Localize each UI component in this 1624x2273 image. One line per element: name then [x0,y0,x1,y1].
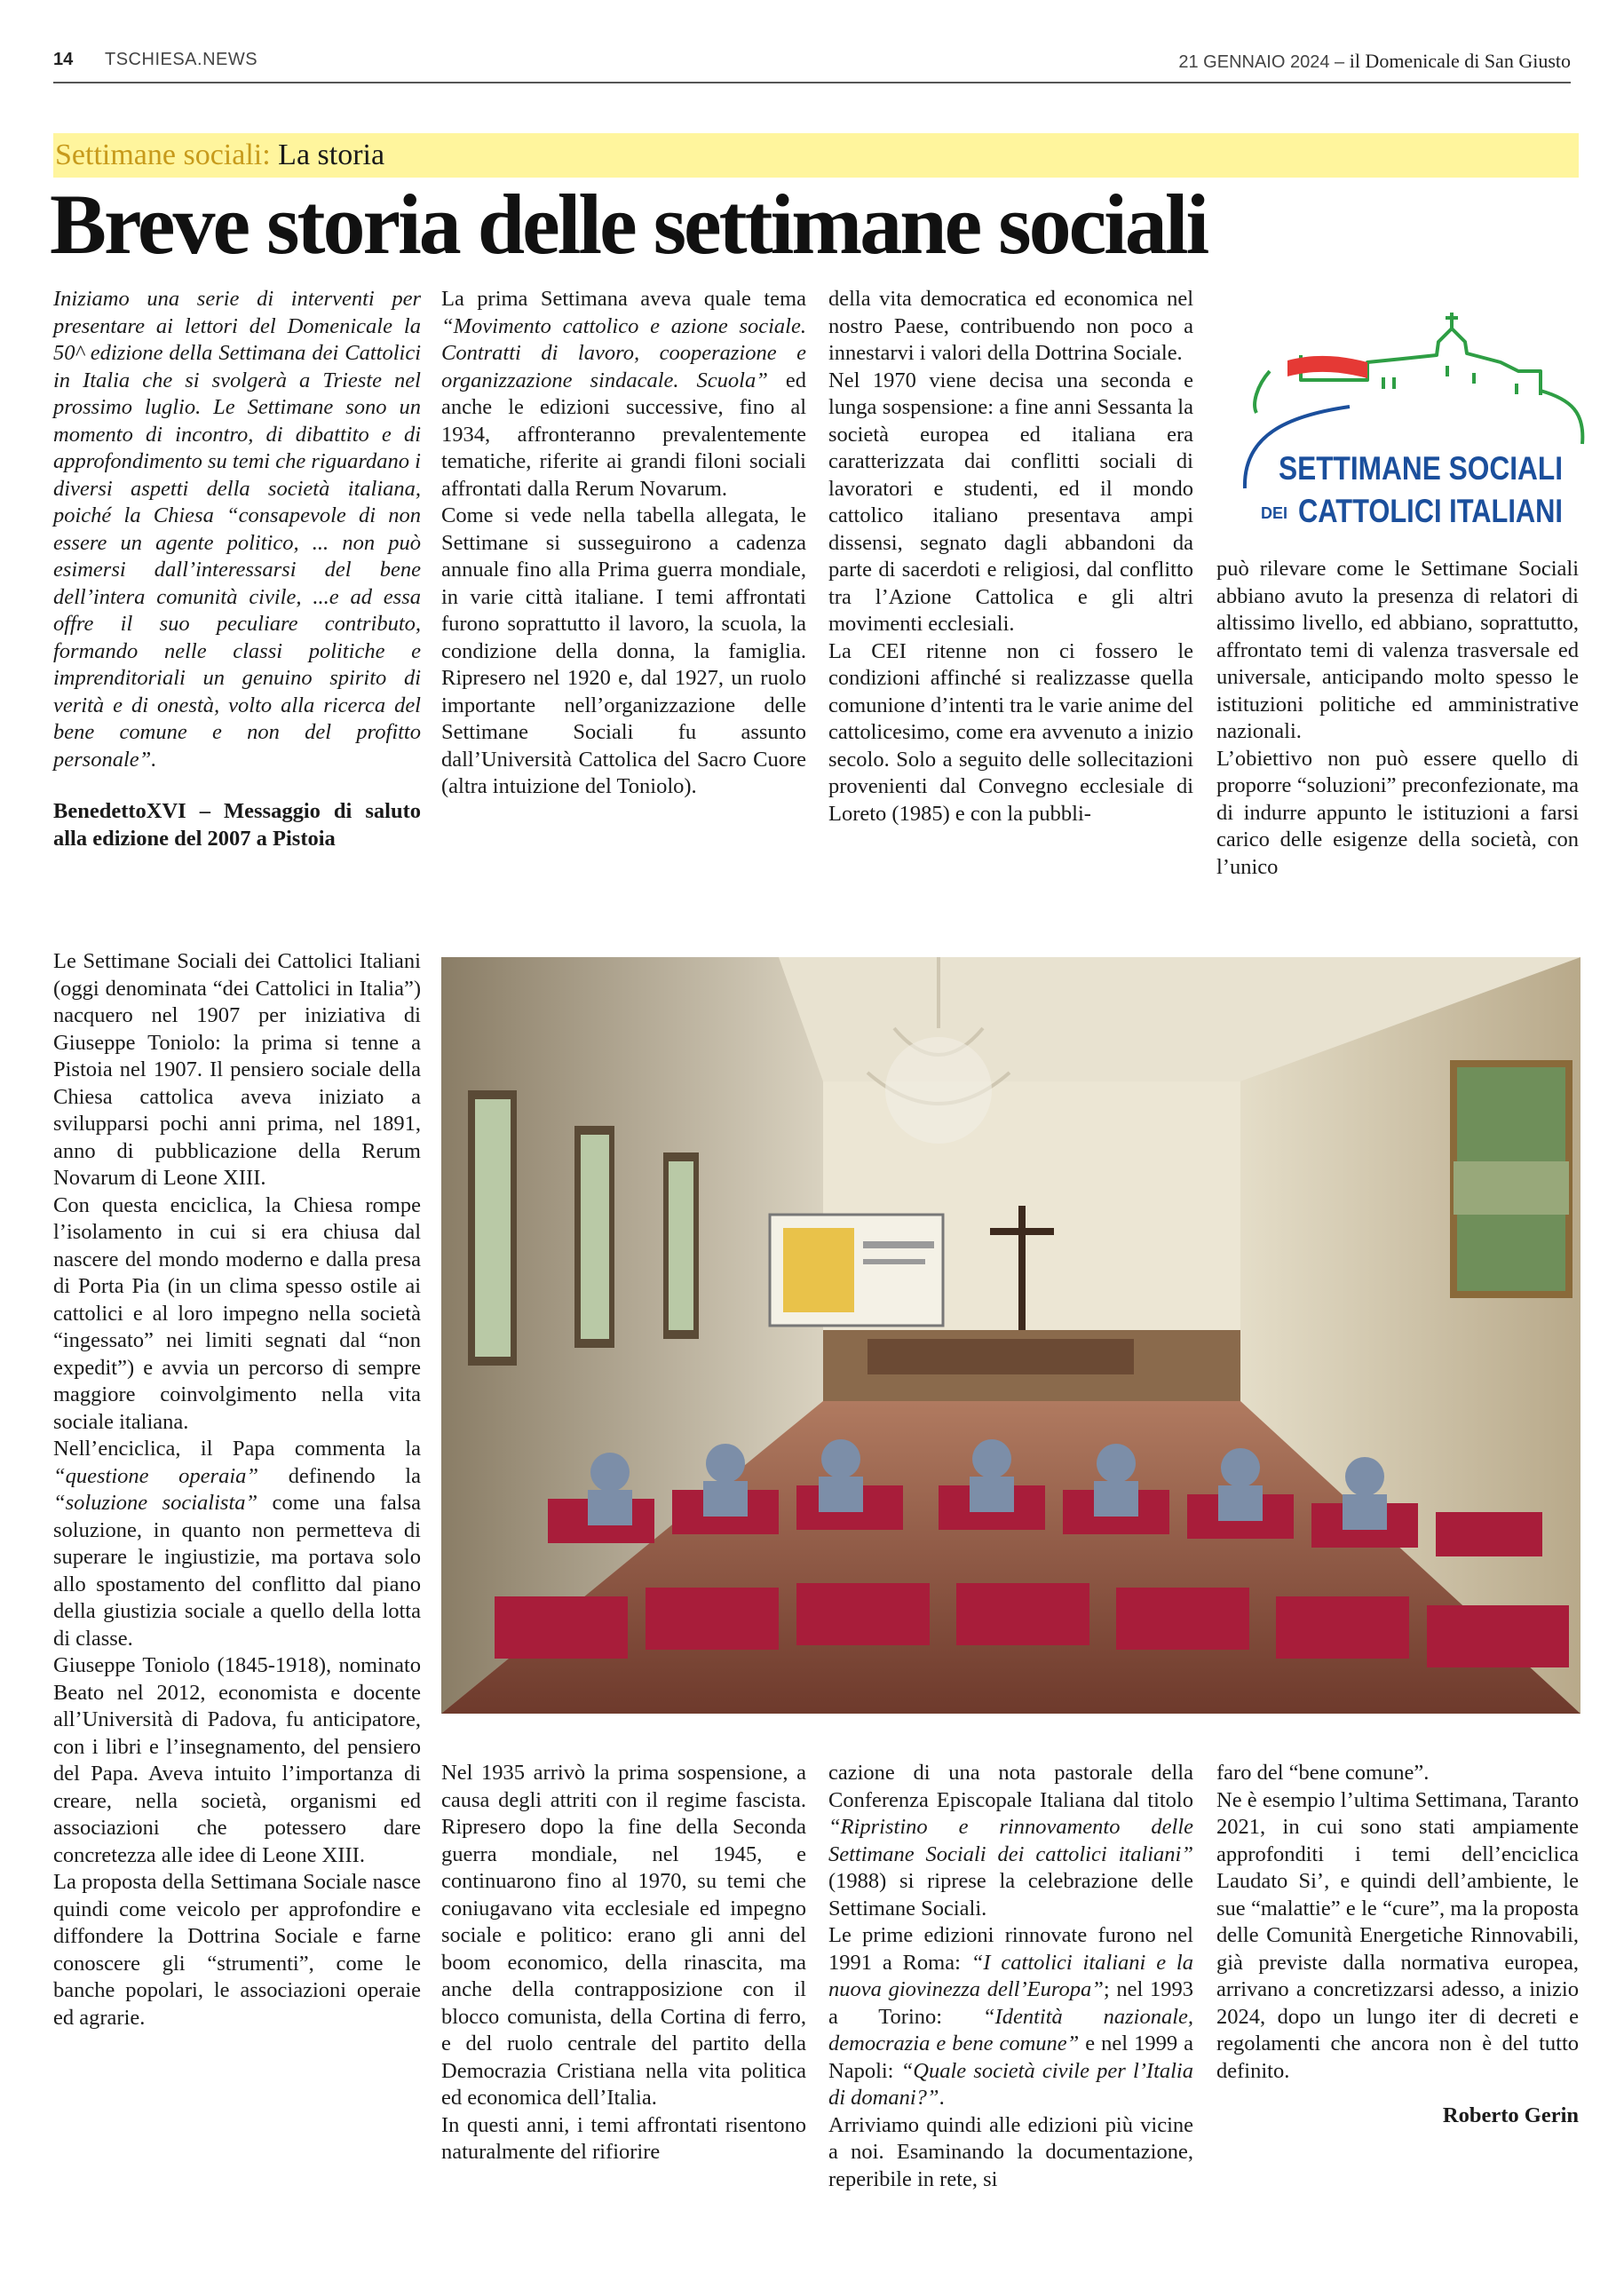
paragraph: L’obiettivo non può essere quello di proporre “soluzioni” preconfezionate, ma di indurre appunto le istituzioni a farsi carico delle esigenze della società, con l’unico [1216,746,1579,879]
text-run: cazione di una nota pastorale della Conferenza Episcopale Italiana dal titolo [828,1761,1193,1812]
column-3-top [828,286,1193,828]
logo-line-2-small: DEI [1261,504,1288,522]
logo-arc-left [1255,371,1270,413]
logo-line-1: SETTIMANE SOCIALI [1279,450,1563,487]
column-2-top [441,286,806,801]
conference-hall-photo [441,957,1580,1714]
logo-skyline [1301,313,1541,395]
intro-signature: BenedettoXVI – Messaggio di saluto alla edizione del 2007 a Pistoia [53,799,421,851]
issue-date-text: 21 GENNAIO 2024 – [1178,52,1350,72]
text-run: ed anche le edizioni successive, fino al 1934, affronteranno prevalentemente tematiche, riferite ai grandi filoni sociali affrontati dalla Rerum Novarum. [441,368,807,501]
text-run: La prima Settimana aveva quale tema [441,287,806,311]
paragraph: Nel 1970 viene decisa una seconda e lunga sospensione: a fine anni Sessanta la società europea ed italiana era caratterizzata dai conflitti sociali di lavoratori e studenti, ed il mondo cattolico italiano presentava ampi dissensi, segnato dagli abbandoni da parte di sacerdoti e religiosi, dal conflitto tra l’Azione Cattolica e gli altri movimenti ecclesiali. [828,368,1193,636]
column-2-bottom [441,1760,806,2166]
site-name: TSCHIESA.NEWS [105,50,258,69]
section-kicker [53,133,1579,178]
paragraph: Con questa enciclica, la Chiesa rompe l’isolamento in cui si era chiusa dal nascere del mondo moderno e dalla presa di Porta Pia (in un clima spesso ostile ai cattolici e al loro impegno nella società “ingessato” nei limiti segnati dal “non expedit”) e avvia un percorso di sempre maggiore coinvolgimento nella vita sociale italiana. [53,1192,421,1434]
column-3-bottom [828,1760,1193,2193]
text-run-italic: “I cattolici italiani e la nuova giovinezza dell’Europa” [828,1950,1193,2001]
paragraph: Le Settimane Sociali dei Cattolici Italiani (oggi denominata “dei Cattolici in Italia”) nacquero nel 1907 per iniziativa di Giuseppe Toniolo: la prima si tenne a Pistoia nel 1907. Il pensiero sociale della Chiesa cattolica aveva iniziato a svilupparsi pochi anni prima, nel 1891, anno di pubblicazione della Rerum Novarum di Leone XIII. [53,949,421,1190]
column-1-bottom [53,948,421,2031]
paragraph [828,1760,1193,1922]
settimane-sociali-logo [1234,302,1589,559]
kicker-topic: La storia [270,139,385,171]
paragraph [53,1436,421,1652]
paragraph [828,1922,1193,2112]
text-run: . [939,2086,945,2110]
text-run-italic: “Ripristino e rinnovamento delle Settimane Sociali dei cattolici italiani” [828,1815,1193,1866]
column-1-top [53,286,421,852]
page-number: 14 [53,50,74,69]
paper-name: il Domenicale di San Giusto [1349,50,1571,72]
paragraph: può rilevare come le Settimane Sociali abbiano avuto la presenza di relatori di altissimo livello, ed abbiano, soprattutto, affrontato temi di valenza trasversale ed universale, anticipando molto spesso le istituzioni politiche ed amministrative nazionali. [1216,557,1579,743]
paragraph: faro del “bene comune”. [1216,1761,1430,1785]
paragraph: La CEI ritenne non ci fossero le condizioni affinché si realizzasse quella comunione d’intenti tra le varie anime del cattolicesimo, come era avvenuto a inizio secolo. Solo a seguito delle sollecitazioni provenienti dal Convegno ecclesiale di Loreto (1985) e con la pubbli- [828,638,1193,826]
paragraph: Giuseppe Toniolo (1845-1918), nominato Beato nel 2012, economista e docente all’Università di Padova, fu anticipatore, con i libri e l’insegnamento, del pensiero del Papa. Aveva intuito l’importanza di creare, nella società, organismi ed associazioni che potessero dare concretezza alle idee di Leone XIII. [53,1653,421,1867]
paragraph: Arriviamo quindi alle edizioni più vicine a noi. Esaminando la documentazione, reperibile in rete, si [828,2112,1193,2191]
text-run: ; nel 1993 a Torino: [828,1977,1193,2029]
paragraph: In questi anni, i temi affrontati risentono naturalmente del rifiorire [441,2112,806,2164]
logo-arc-right [1541,391,1582,444]
intro-paragraph: Iniziamo una serie di interventi per presentare ai lettori del Domenicale la 50^ edizione della Settimana dei Cattolici in Italia che si svolgerà a Trieste nel prossimo luglio. Le Settimane sono un momento di incontro, di dibattito e di approfondimento su temi che riguardano i diversi aspetti della società italiana, poiché la Chiesa “consapevole di non essere un agente politico, ... non può esimersi dall’interessarsi del bene dell’intera comunità civile, ...e ad essa offre il suo peculiare contributo, formando nelle classi politiche e imprenditoriali un genuino spirito di verità e di onestà, volto alla ricerca del bene comune e non del profitto personale”. [53,287,421,772]
article-author: Roberto Gerin [1442,2103,1579,2127]
text-run-italic: “questione operaia” [53,1463,259,1488]
photo-illustration [441,957,1580,1714]
text-run: (1988) si riprese la celebrazione delle Settimane Sociali. [828,1869,1193,1921]
column-4-top [1216,556,1579,881]
paragraph: La proposta della Settimana Sociale nasce quindi come veicolo per approfondire e diffondere la Dottrina Sociale e farne conoscere gli “strumenti”, come le banche popolari, le associazioni operaie ed agrarie. [53,1870,421,2030]
paragraph: Ne è esempio l’ultima Settimana, Taranto 2021, in cui sono stati ampiamente approfonditi i temi dell’enciclica Laudato Si’, e quindi dell’ambiente, le sue “malattie” e le “cure”, ma la proposta delle Comunità Energetiche Rinnovabili, già previste dalla normativa europea, arrivano a concretizzarsi adesso, a inizio 2024, dopo un lungo iter di decreti e regolamenti che ancora non è del tutto definito. [1216,1787,1579,2083]
paragraph: Come si vede nella tabella allegata, le Settimane si susseguirono a cadenza annuale fino alla Prima guerra mondiale, in varie città italiane. I temi affrontati furono soprattutto il lavoro, la scuola, la condizione della donna, la famiglia. Ripresero nel 1920 e, dal 1927, un ruolo importante nell’organizzazione delle Settimane Sociali fu assunto dall’Università Cattolica del Sacro Cuore (altra intuizione del Toniolo). [441,503,806,798]
text-run: come una falsa soluzione, in quanto non permetteva di superare le ingiustizie, ma portava solo allo spostamento del conflitto dal piano della giustizia sociale a quello della lotta di classe. [53,1491,421,1651]
paragraph [441,286,806,503]
paragraph: della vita democratica ed economica nel nostro Paese, contribuendo non poco a innestarvi i valori della Dottrina Sociale. [828,287,1193,365]
text-run: Nell’enciclica, il Papa commenta la [53,1437,421,1461]
paragraph: Nel 1935 arrivò la prima sospensione, a causa degli attriti con il regime fascista. Ripresero dopo la fine della Seconda guerra mondiale, nel 1945, e continuarono fino al 1970, su temi che coniugavano vita ecclesiale ed impegno sociale e politico: erano gli anni del boom economico, della rinascita, ma anche della contrapposizione con il blocco comunista, della Cortina di ferro, e del ruolo centrale del partito della Democrazia Cristiana nella vita politica ed economica dell’Italia. [441,1761,806,2110]
text-run: definendo la [258,1463,421,1488]
text-run-italic: “soluzione socialista” [53,1491,258,1515]
page-header [53,46,1571,83]
issue-date [1178,50,1571,73]
text-run-italic: “Quale società civile per l’Italia di domani?” [828,2058,1193,2110]
text-run-italic: “Movimento cattolico e azione sociale. Contratti di lavoro, cooperazione e organizzazione sindacale. Scuola” [441,313,806,392]
text-run: e nel 1999 a Napoli: [828,2031,1193,2083]
text-run: Le prime edizioni rinnovate furono nel 1991 a Roma: [828,1923,1193,1975]
column-4-bottom [1216,1760,1579,2130]
text-run-italic: “Identità nazionale, democrazia e bene comune” [828,2004,1193,2055]
logo-line-2: CATTOLICI ITALIANI [1298,493,1563,529]
kicker-section: Settimane sociali: [55,139,271,171]
logo-graphic [1234,302,1589,559]
article-headline: Breve storia delle settimane sociali [50,177,1208,272]
